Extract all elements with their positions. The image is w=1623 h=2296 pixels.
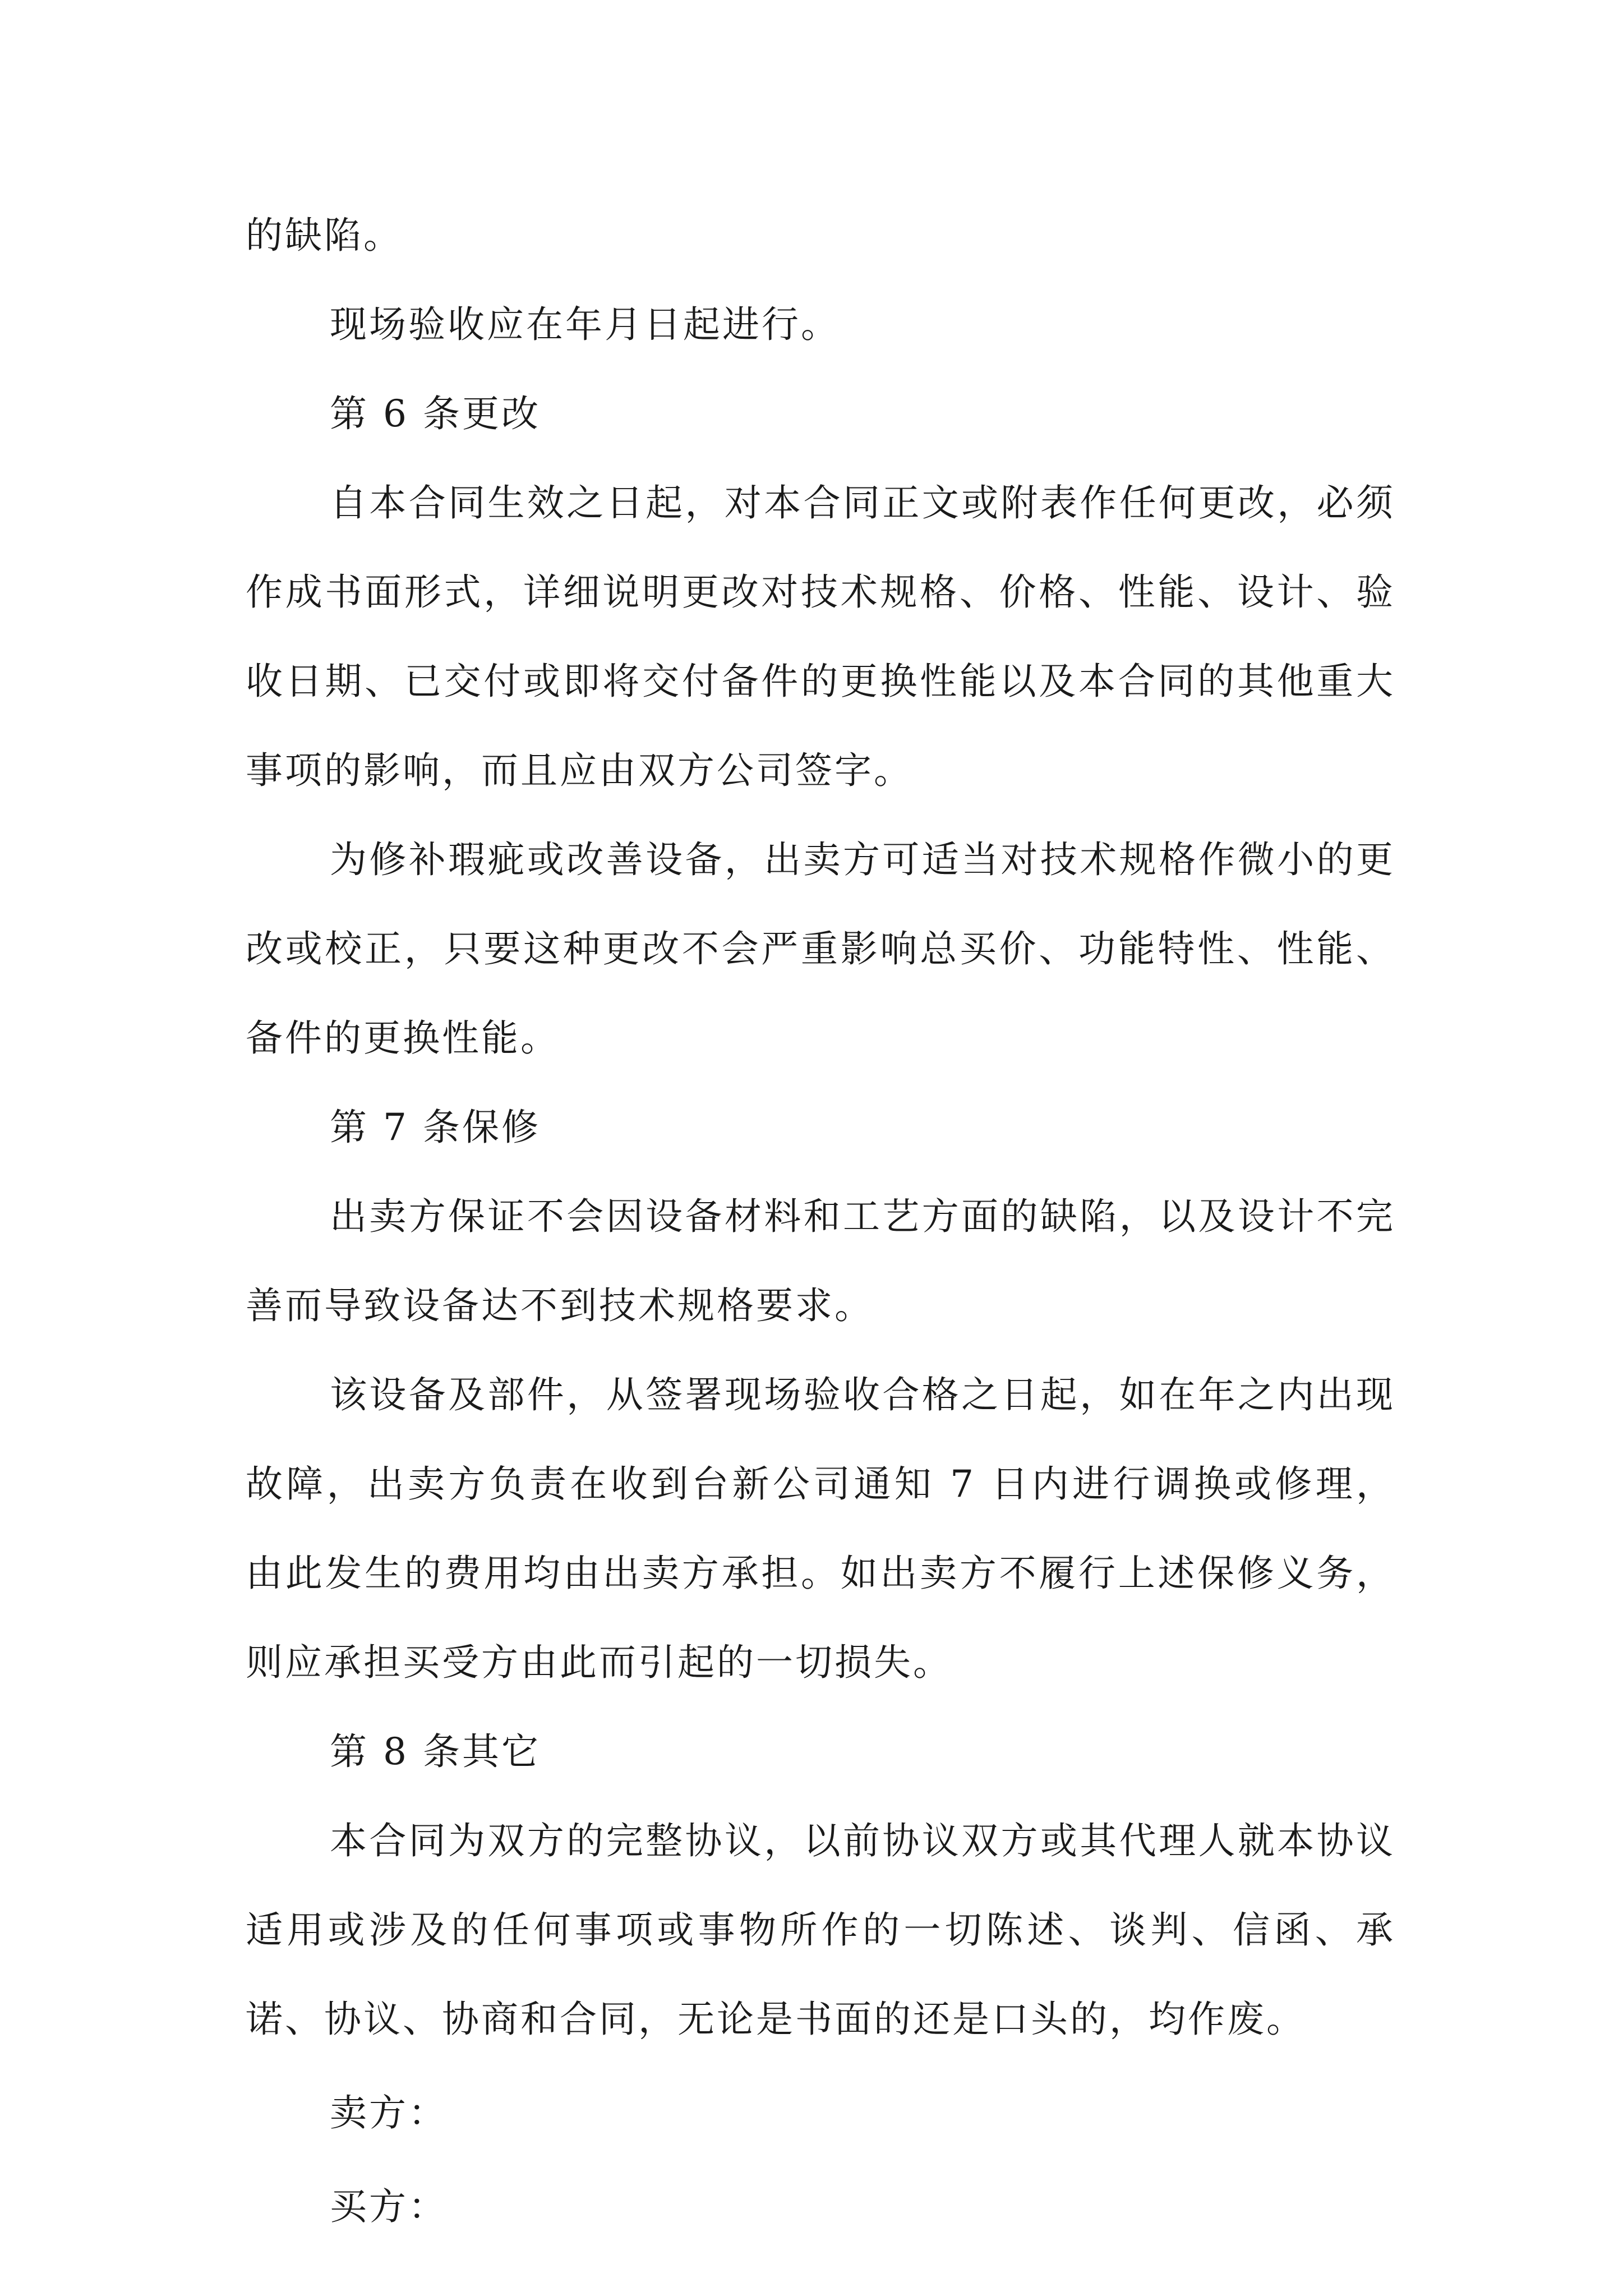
document-body bbox=[246, 191, 1395, 2251]
heading-article-7: 第 7 条保修 bbox=[330, 1106, 541, 1149]
buyer-signature-label: 买方： bbox=[330, 2185, 448, 2228]
paragraph-entire-agreement: 本合同为双方的完整协议，以前协议双方或其代理人就本协议适用或涉及的任何事项或事物所作的一切陈述、谈判、信函、承诺、协议、协商和合同，无论是书面的还是口头的，均作废。 bbox=[246, 1819, 1395, 2041]
paragraph-defect-tail: 的缺陷。 bbox=[246, 214, 403, 257]
paragraph-changes: 自本合同生效之日起，对本合同正文或附表作任何更改，必须作成书面形式，详细说明更改对技术规格、价格、性能、设计、验收日期、已交付或即将交付备件的更换性能以及本合同的其他重大事项的影响，而且应由双方公司签字。 bbox=[246, 481, 1395, 792]
heading-article-8: 第 8 条其它 bbox=[330, 1730, 541, 1773]
paragraph-minor-changes: 为修补瑕疵或改善设备，出卖方可适当对技术规格作微小的更改或校正，只要这种更改不会严重影响总买价、功能特性、性能、备件的更换性能。 bbox=[246, 838, 1395, 1060]
paragraph-warranty-guarantee: 出卖方保证不会因设备材料和工艺方面的缺陷，以及设计不完善而导致设备达不到技术规格要求。 bbox=[246, 1195, 1395, 1327]
paragraph-warranty-repair: 该设备及部件，从签署现场验收合格之日起，如在年之内出现故障，出卖方负责在收到台新公司通知 7 日内进行调换或修理，由此发生的费用均由出卖方承担。如出卖方不履行上述保修义务，则应承担买受方由此而引起的一切损失。 bbox=[246, 1373, 1395, 1684]
seller-signature-label: 卖方： bbox=[330, 2091, 448, 2134]
paragraph-site-acceptance: 现场验收应在年月日起进行。 bbox=[330, 303, 840, 346]
heading-article-6: 第 6 条更改 bbox=[330, 392, 541, 435]
